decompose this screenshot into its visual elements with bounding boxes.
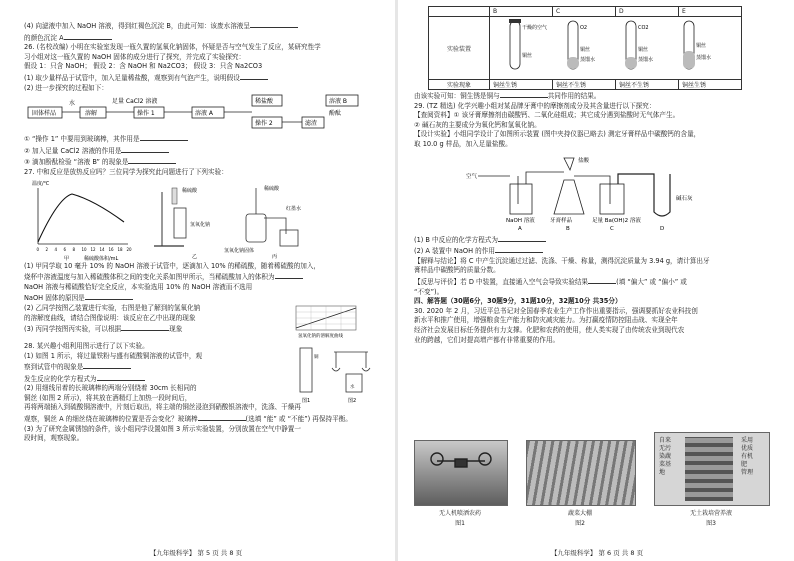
q29-info1: 【查阅资料】① 该牙膏摩擦剂由碳酸钙、二氧化硅组成；其它成分遇到盐酸时无气体产生。 xyxy=(414,111,680,120)
chart-x-tick: 10 xyxy=(81,246,87,252)
rust-experiment-table xyxy=(428,6,742,90)
q29-design2: 取 10.0 g 样品，加入足量盐酸。 xyxy=(414,139,512,148)
left-footer: 【九年级科学】 第 5 页 共 8 页 xyxy=(149,549,243,557)
flow-box-solution-b-text: 溶液 B xyxy=(329,98,348,106)
chart-x-tick: 20 xyxy=(126,246,132,252)
app-air: 空气 xyxy=(466,173,478,180)
right-footer: 【九年级科学】 第 6 页 共 8 页 xyxy=(550,549,644,557)
flow-box-op1-text: 操作 1 xyxy=(137,110,155,118)
q30-stem4: 业的跨越，它们对提高增产都有非常重要的作用。 xyxy=(414,335,560,344)
table-row-apparatus: 实验装置 xyxy=(429,17,490,80)
tube-e-water: 蒸馏水 xyxy=(696,55,712,61)
q28-part2d: 观察，铜丝 A 的细丝绕在玻璃棒的位置是否会变化？玻璃棒 (选填 “能” 或 “不能”) 再保持平衡。 xyxy=(24,415,352,424)
photo-greenhouse-caption: 蔬菜大棚 xyxy=(567,510,592,517)
q30-stem1: 30. 2020 年 2 月，习近平总书记对全国春季农业生产工作作出重要指示，强调要抓好农业科技创 xyxy=(414,306,698,315)
q27-stem: 27. 中和反应是放热反应吗？三位同学为探究此问题进行了下列实验： xyxy=(24,167,228,176)
flow-box-sample-text: 固体样品 xyxy=(32,110,57,118)
apparatus-bing xyxy=(224,185,301,260)
table-header-empty xyxy=(429,7,490,17)
chart-x-tick: 4 xyxy=(54,246,58,252)
caption-jia: 甲 xyxy=(64,255,70,262)
q30-stem2: 新水平和推广使用，增强粮食生产能力和防灾减灾能力。为打赢疫情防控阻击战、实现全年 xyxy=(414,316,678,325)
photo-hydroponic xyxy=(654,432,770,506)
app-sample: 牙膏样品 xyxy=(550,217,573,224)
chart-x-tick: 16 xyxy=(108,246,114,252)
q28-part2c: 再将两端插入到硫酸铜溶液中，片刻后取出，将主端的铜丝浸泡到硝酸银溶液中，洗涤、干燥再 xyxy=(24,403,301,412)
q29-stem: 29. (TZ 精选) 化学兴趣小组对某品牌牙膏中的摩擦剂成分及其含量进行以下探究： xyxy=(414,101,656,110)
q28-figures xyxy=(294,344,374,408)
q26-phenol: ③ 滴加酚酞检验 “溶液 B” 的现象是 xyxy=(24,156,382,168)
tube-d-gas: CO2 xyxy=(638,25,649,31)
q25-part4-line: (4) 向滤液中加入 NaOH 溶液，得到红褐色沉淀 B，由此可知：该废水溶液呈 xyxy=(24,20,382,32)
q29-apparatus xyxy=(414,150,780,234)
tube-b-label2: 铜丝 xyxy=(522,53,533,59)
q26-hypotheses: 假设 1：只含 NaOH； 假设 2：含 NaOH 和 Na2CO3； 假设 3：只含 Na2CO3 xyxy=(24,62,263,71)
flow-box-phenol-text: 酚酞 xyxy=(329,110,342,118)
left-page xyxy=(0,0,392,561)
q27-figures xyxy=(24,178,382,262)
flow-box-dissolve-text: 溶解 xyxy=(85,110,98,118)
app-naoh: NaOH 溶液 xyxy=(506,217,535,224)
table-col-c: C xyxy=(553,7,616,17)
q28-part3: (3) 为了研究金属锈蚀的条件，该小组同学设置如图 3 所示实验装置，分别放置在空气中静置一 xyxy=(24,424,301,433)
chart-x-tick: 8 xyxy=(72,246,76,252)
sign-right: 采用 优质 有机 肥 管理 xyxy=(741,437,754,476)
sign-left: 自来 无污 染蔬 菜基 地 xyxy=(659,437,672,476)
table-col-e: E xyxy=(679,7,742,17)
q27-part2b: 的溶解度曲线，请结合图像说明：该反应在乙中出现的现象 xyxy=(24,313,196,322)
chart-x-label: 稀硫酸体积/mL xyxy=(84,255,119,262)
test-tubes xyxy=(490,17,722,77)
tube-e-wire: 铜丝 xyxy=(696,43,707,49)
photo-greenhouse xyxy=(526,440,636,506)
q30-stem3: 经济社会发展目标任务提供有力支撑。化肥和农药的使用，使人类实现了由传统农业到现代农 xyxy=(414,325,685,334)
caption-yi: 乙 xyxy=(192,253,198,260)
app-c: C xyxy=(610,225,614,232)
q28-part3b: 段时间，观察现象。 xyxy=(24,434,84,443)
q26-part2: (2) 进一步探究的过程如下： xyxy=(24,83,108,92)
q26-stem: 26. (名校改编) 小明在实验室发现一瓶久置的氢氧化钠固体，怀疑是否与空气发生了反应，某研究性学 xyxy=(24,43,321,52)
right-page xyxy=(400,0,794,561)
label-copper: 铜 xyxy=(314,354,319,360)
label-naoh-solid: 氢氧化钠固体 xyxy=(224,247,255,254)
q29-reflect: 【反思与评价】若 D 中装置，直接通入空气会导致实验结果 (填 “偏大” 或 “偏小” 或 xyxy=(414,277,687,286)
table-tubes-cell xyxy=(490,17,742,80)
app-baoh2: 足量 Ba(OH)2 溶液 xyxy=(592,217,641,224)
q26-flowchart xyxy=(24,93,364,133)
app-b: B xyxy=(566,225,570,232)
tube-c-gas: O2 xyxy=(580,25,588,31)
photo-drone-fig: 图1 xyxy=(455,520,465,527)
chart-x-tick: 14 xyxy=(99,246,105,252)
table-col-d: D xyxy=(616,7,679,17)
q26-cacl2: ② 加入足量 CaCl2 溶液的作用是 xyxy=(24,145,382,157)
flow-box-residue-text: 滤渣 xyxy=(305,120,318,128)
photo-drone-caption: 无人机喷洒农药 xyxy=(438,510,481,517)
photo-hydroponic-fig: 图3 xyxy=(706,520,716,527)
q27-part1b: 烧杯中溶液温度与加入稀硫酸体积之间的变化关系如图甲所示，当稀硫酸加入的体积为 xyxy=(24,271,382,283)
section-four-heading: 四、解答题（30题6分，30题9分，31题10分，32题10分 共35分） xyxy=(414,297,622,306)
table-row-phenomenon: 实验现象 xyxy=(429,80,490,90)
q29-info2: ② 碱石灰的主要成分为氧化钙和氢氧化钠。 xyxy=(414,120,541,129)
obs-b: 铜丝生锈 xyxy=(490,80,553,90)
caption-fig1: 图1 xyxy=(302,397,311,404)
obs-c: 铜丝不生锈 xyxy=(553,80,616,90)
q29-reflect2: “不变”)。 xyxy=(414,287,444,296)
photo-greenhouse-fig: 图2 xyxy=(575,520,585,527)
temperature-curve xyxy=(38,194,124,242)
tube-d-water: 蒸馏水 xyxy=(638,57,654,63)
tube-d-wire: 铜丝 xyxy=(638,47,649,53)
tube-b-label1: 干燥的空气 xyxy=(522,25,548,31)
q27-part2: (2) 乙同学按图乙装置进行实验，右图是他了解到的氢氧化钠 xyxy=(24,303,201,312)
flow-box-hcl-text: 稀盐酸 xyxy=(255,98,274,106)
tube-c-wire: 铜丝 xyxy=(580,47,591,53)
q27-part1c: NaOH 溶液与稀硫酸恰好完全反应，本实验选用 10% 的 NaOH 溶液而不选用 xyxy=(24,282,253,291)
q27-part1d: NaOH 固体的原因是 xyxy=(24,292,382,304)
q28-stem: 28. 某兴趣小组利用图示进行了以下实验。 xyxy=(24,341,149,350)
solubility-caption: 氢氧化钠的溶解度曲线 xyxy=(298,333,343,339)
q26-stem2: 习小组对这一瓶久置的 NaOH 固体的成分进行了探究，并完成了实验探究： xyxy=(24,52,246,61)
label-acid-bing: 稀硫酸 xyxy=(264,185,280,192)
app-d: D xyxy=(660,225,665,232)
q29-part2: (2) A 装置中 NaOH 的作用 xyxy=(414,245,780,257)
q25-part4-line2: 的颜色沉淀 A xyxy=(24,32,382,44)
chart-x-tick: 0 xyxy=(36,246,40,252)
q26-part1: (1) 取少量样品于试管中，加入足量稀盐酸，观察到有气泡产生，说明假设 xyxy=(24,72,382,84)
q26-op1: ① “操作 1” 中要用到玻璃棒，其作用是 xyxy=(24,133,382,145)
q29-design: 【设计实验】小组同学设计了如图所示装置 (图中夹持仪器已略去) 测定牙膏样品中碳酸钙的含量， xyxy=(414,130,701,139)
q29-explain2: 膏样品中碳酸钙的质量分数。 xyxy=(414,266,500,275)
q28-part1b: 察到试管中的现象是 xyxy=(24,361,382,373)
temperature-chart xyxy=(32,180,132,262)
flow-box-op2-text: 操作 2 xyxy=(255,120,273,128)
label-red-ink: 红墨水 xyxy=(286,205,302,212)
label-water-fig2: 水 xyxy=(350,384,355,390)
q28-part2: (2) 用细线吊着的长玻璃棒的两端分别绕着 30cm 长相同的 xyxy=(24,384,197,393)
q27-part1: (1) 甲同学取 10 毫升 10% 的 NaOH 溶液于试管中，逐滴加入 10% 的稀硫酸，随着稀硫酸的加入， xyxy=(24,261,321,270)
photo-drone xyxy=(414,440,508,506)
tube-c-water: 蒸馏水 xyxy=(580,57,596,63)
solubility-curve xyxy=(294,304,374,340)
chart-x-tick: 18 xyxy=(117,246,123,252)
obs-d: 铜丝不生锈 xyxy=(616,80,679,90)
caption-fig2: 图2 xyxy=(348,397,357,404)
chart-x-tick: 6 xyxy=(63,246,67,252)
caption-bing: 丙 xyxy=(272,253,278,260)
chart-x-tick: 2 xyxy=(45,246,49,252)
app-hcl: 盐酸 xyxy=(578,157,590,164)
page-gutter xyxy=(395,0,398,561)
flow-label-cacl2: 足量 CaCl2 溶液 xyxy=(112,98,158,106)
chart-y-title: 温度/℃ xyxy=(32,180,50,187)
label-acid-yi: 稀硫酸 xyxy=(182,187,198,194)
q29-part1: (1) B 中反应的化学方程式为 xyxy=(414,234,780,246)
apparatus-yi xyxy=(154,187,210,260)
flow-label-water: 水 xyxy=(69,100,76,108)
q27-part3: (3) 丙同学按图丙实验，可以根据 现象 xyxy=(24,325,183,334)
q29-explain: 【解释与结论】将 C 中产生沉淀通过过滤、洗涤、干燥、称量，测得沉淀质量为 3.94 g，请计算出牙 xyxy=(414,256,710,265)
q28-part1: (1) 如图 1 所示，将过量铁粉与盛有硫酸铜溶液的试管中，观 xyxy=(24,351,203,360)
app-soda-lime: 碱石灰 xyxy=(676,195,693,202)
q28-part1c: 发生反应的化学方程式为 xyxy=(24,373,382,385)
app-a: A xyxy=(518,225,522,232)
q28-conclusion: 由该实验可知：铜生锈是铜与 共同作用的结果。 xyxy=(414,92,601,100)
flow-box-solution-a-text: 溶液 A xyxy=(195,110,214,118)
photo-hydroponic-caption: 无土栽培营养液 xyxy=(689,510,732,517)
chart-x-tick: 12 xyxy=(90,246,96,252)
q28-part2b: 铜丝 (如图 2 所示)，将其放在酒精灯上加热一段时间后， xyxy=(24,393,192,402)
label-naoh-yi: 氢氧化钠 xyxy=(190,221,211,228)
table-col-b: B xyxy=(490,7,553,17)
obs-e: 铜丝生锈 xyxy=(679,80,742,90)
